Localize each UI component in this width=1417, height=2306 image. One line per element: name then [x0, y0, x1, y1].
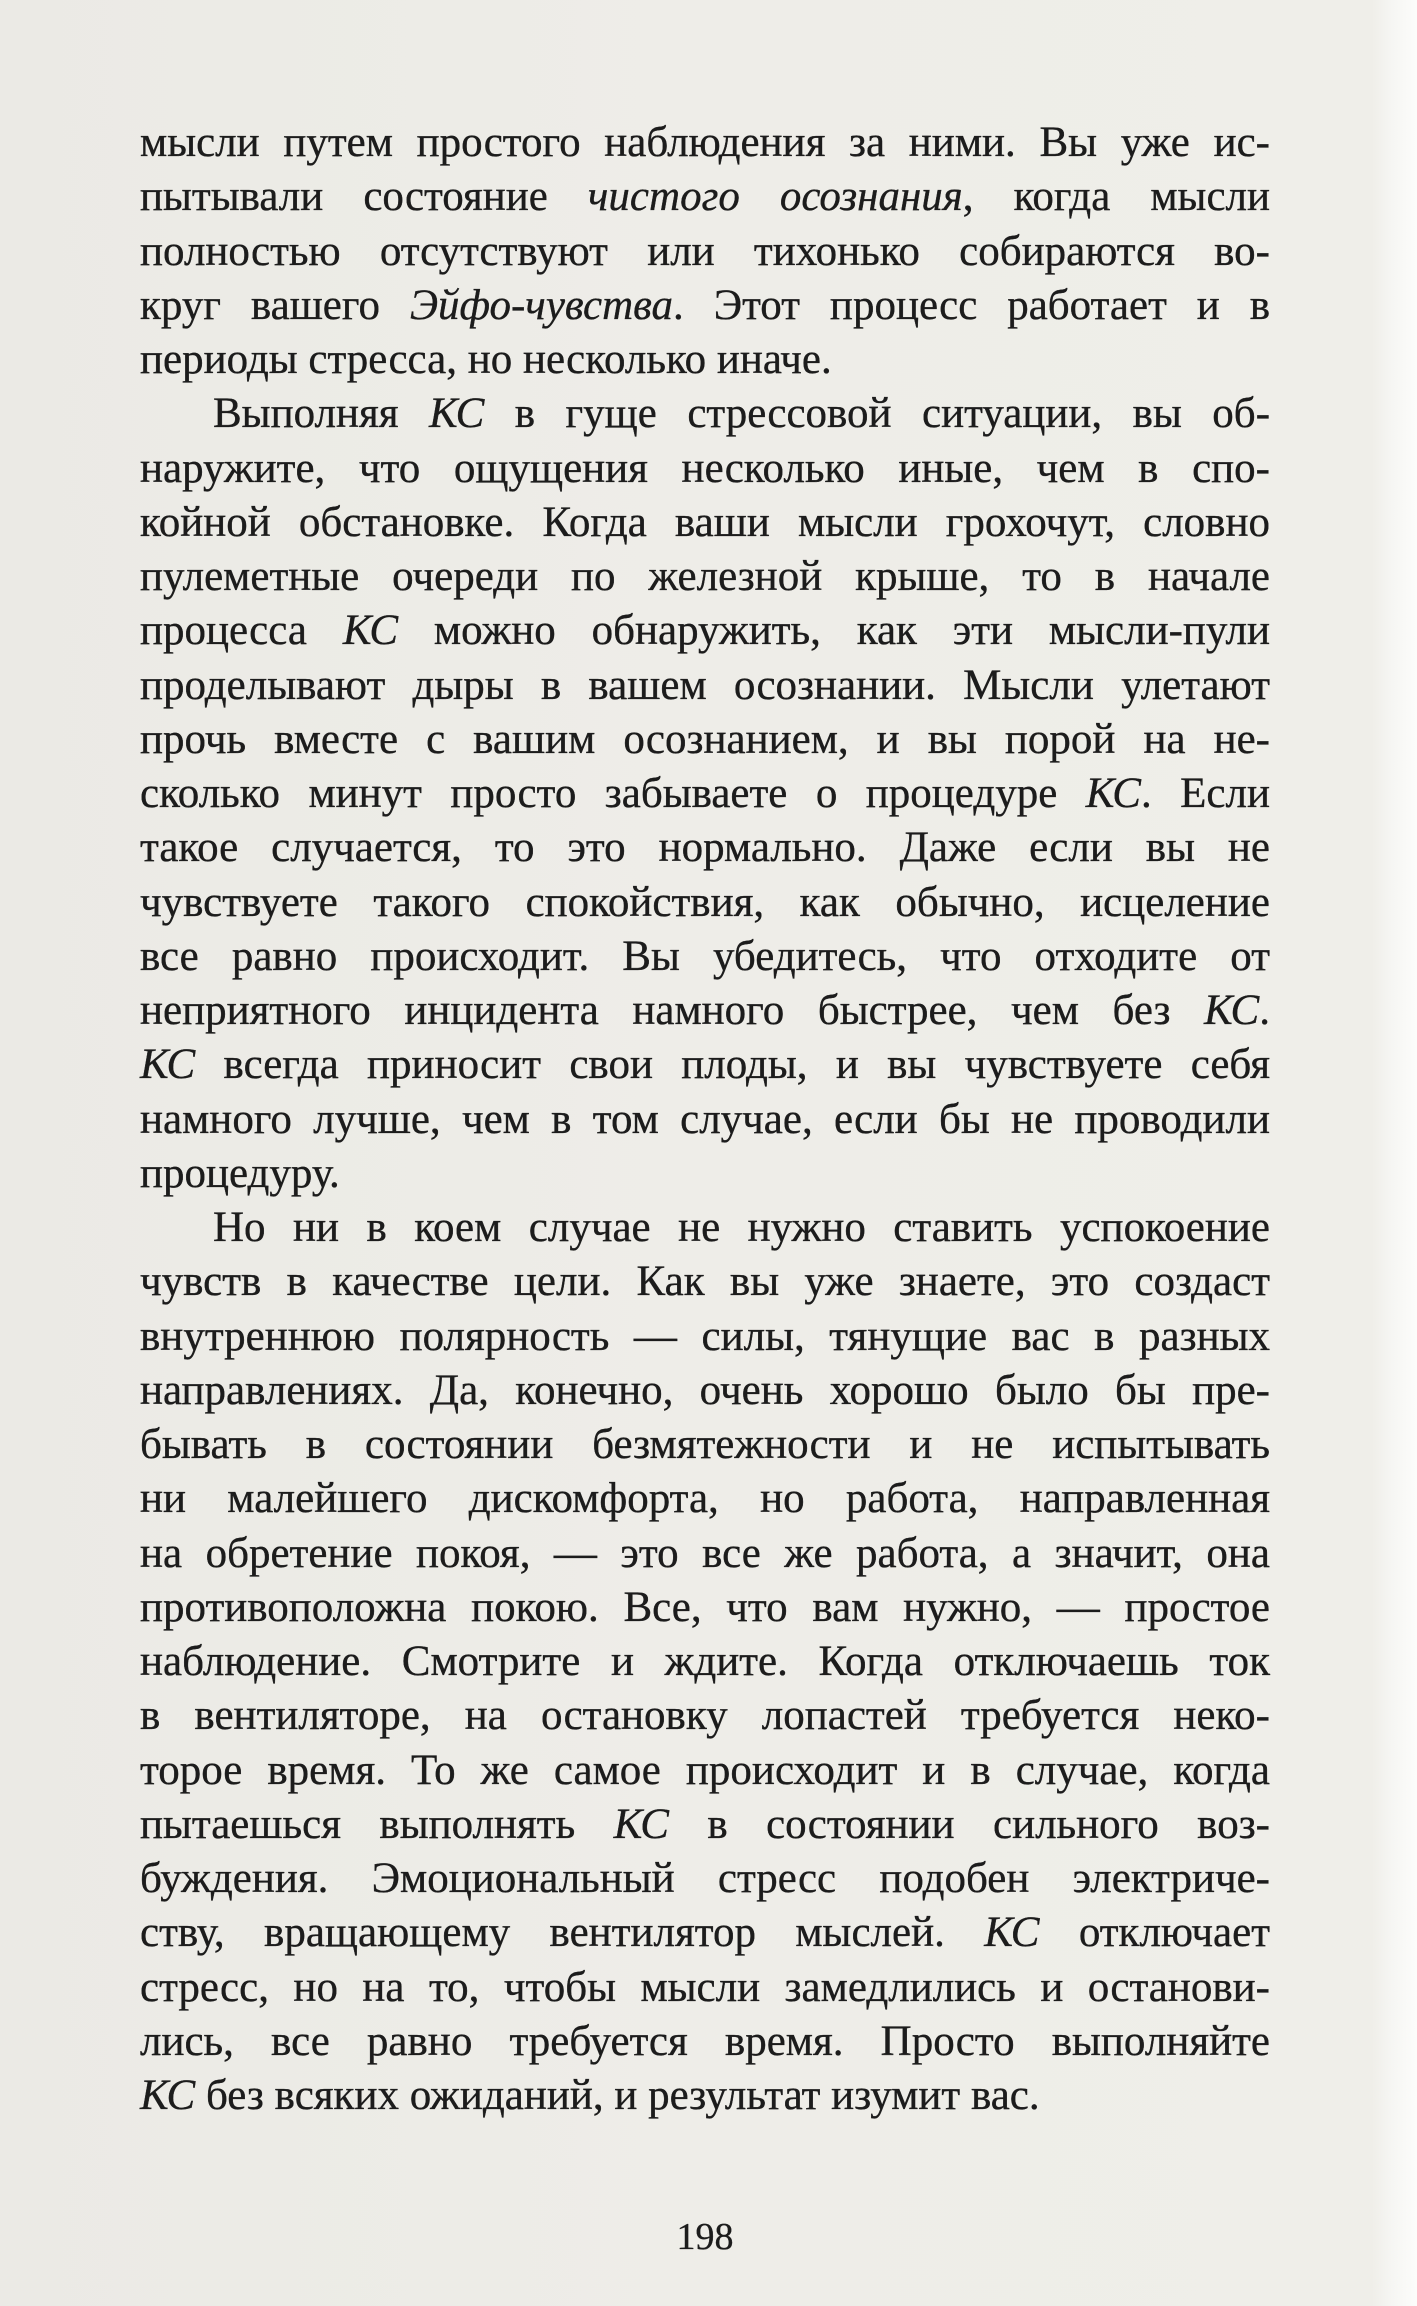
text-line: мысли путем простого наблюдения за ними. Вы уже ис-	[140, 119, 1270, 166]
paragraph	[140, 1201, 1270, 2123]
text-line	[140, 984, 1270, 1038]
text-line: все равно происходит. Вы убедитесь, что отходите от	[140, 932, 1270, 980]
text-line: внутреннюю полярность — силы, тянущие вас в разных	[140, 1312, 1270, 1360]
emphasis-text: чистого осознания	[587, 173, 963, 221]
emphasis-text: КС	[984, 1909, 1040, 1957]
text-line: намного лучше, чем в том случае, если бы не проводили	[140, 1095, 1270, 1143]
text-segment: процесса	[140, 607, 343, 655]
text-segment: ству, вращающему вентилятор мыслей.	[140, 1909, 985, 1957]
text-line	[140, 604, 1270, 658]
text-segment: пытаешься выполнять	[140, 1800, 614, 1848]
text-line: бывать в состоянии безмятежности и не испытывать	[140, 1421, 1270, 1468]
emphasis-text: КС	[342, 607, 399, 655]
text-line	[140, 2069, 1270, 2123]
text-line: на обретение покоя, — это все же работа, а значит, она	[140, 1529, 1270, 1577]
emphasis-text: КС	[140, 1041, 196, 1089]
text-segment: . Если	[1140, 770, 1270, 817]
text-line: полностью отсутствуют или тихонько собираются во-	[140, 227, 1270, 275]
text-segment: можно обнаружить, как эти мысли-пули	[398, 607, 1270, 655]
text-line: койной обстановке. Когда ваши мысли грохочут, словно	[140, 498, 1270, 546]
emphasis-text: КС	[1204, 987, 1260, 1034]
text-line: направлениях. Да, конечно, очень хорошо было бы пре-	[140, 1366, 1270, 1414]
text-line: противоположна покою. Все, что вам нужно, — простое	[140, 1583, 1270, 1631]
text-line	[140, 1798, 1270, 1852]
text-line	[140, 170, 1270, 224]
text-line: периоды стресса, но несколько иначе.	[140, 336, 832, 383]
text-line: Но ни в коем случае не нужно ставить успокоение	[213, 1204, 1270, 1251]
text-line: наблюдение. Смотрите и ждите. Когда отключаешь ток	[140, 1638, 1270, 1685]
emphasis-text: КС	[613, 1800, 669, 1848]
text-line	[140, 1038, 1270, 1092]
text-segment: всегда приносит свои плоды, и вы чувствуете себя	[195, 1041, 1270, 1089]
text-line: процедуру.	[140, 1149, 340, 1197]
text-segment: в состоянии сильного воз-	[668, 1800, 1270, 1848]
page-number: 198	[676, 2216, 734, 2258]
text-segment: неприятного инцидента намного быстрее, чем без	[140, 987, 1205, 1034]
text-line	[140, 767, 1270, 821]
text-line: стресс, но на то, чтобы мысли замедлились и останови-	[140, 1963, 1270, 2011]
emphasis-text: КС	[140, 2072, 196, 2119]
emphasis-text: Эйфо-чувства	[409, 281, 674, 329]
text-line: чувствуете такого спокойствия, как обычно, исцеление	[140, 878, 1270, 926]
text-segment: , когда мысли	[962, 173, 1270, 221]
text-line: прочь вместе с вашим осознанием, и вы порой на не-	[140, 715, 1270, 763]
text-segment: отключает	[1039, 1909, 1270, 1957]
text-line: пулеметные очереди по железной крыше, то в начале	[140, 553, 1270, 600]
emphasis-text: КС	[429, 390, 485, 438]
text-segment: круг вашего	[140, 281, 410, 329]
text-block	[140, 116, 1270, 2123]
text-line	[140, 279, 1270, 333]
text-segment: .	[1259, 987, 1270, 1034]
text-line: ни малейшего дискомфорта, но работа, направленная	[140, 1475, 1270, 1523]
text-line: в вентиляторе, на остановку лопастей требуется неко-	[140, 1692, 1270, 1740]
text-line	[140, 387, 1270, 441]
text-line: проделывают дыры в вашем осознании. Мысли улетают	[140, 661, 1270, 709]
text-segment: без всяких ожиданий, и результат изумит вас.	[195, 2072, 1040, 2119]
paragraph	[140, 387, 1270, 1201]
text-line: лись, все равно требуется время. Просто выполняйте	[140, 2017, 1270, 2065]
text-segment: . Этот процесс работает и в	[673, 281, 1271, 329]
text-line: торое время. То же самое происходит и в случае, когда	[140, 1746, 1270, 1794]
text-segment: в гуще стрессовой ситуации, вы об-	[484, 390, 1271, 438]
text-line	[140, 1906, 1270, 1960]
text-segment: Выполняя	[213, 390, 430, 438]
text-line: буждения. Эмоциональный стресс подобен электриче-	[140, 1855, 1270, 1902]
text-line: наружите, что ощущения несколько иные, чем в спо-	[140, 444, 1270, 492]
text-segment: пытывали состояние	[140, 173, 588, 221]
text-segment: сколько минут просто забываете о процедуре	[140, 770, 1086, 817]
text-line: чувств в качестве цели. Как вы уже знаете, это создаст	[140, 1258, 1270, 1306]
emphasis-text: КС	[1085, 770, 1141, 817]
paragraph	[140, 116, 1270, 387]
text-line: такое случается, то это нормально. Даже если вы не	[140, 824, 1270, 872]
